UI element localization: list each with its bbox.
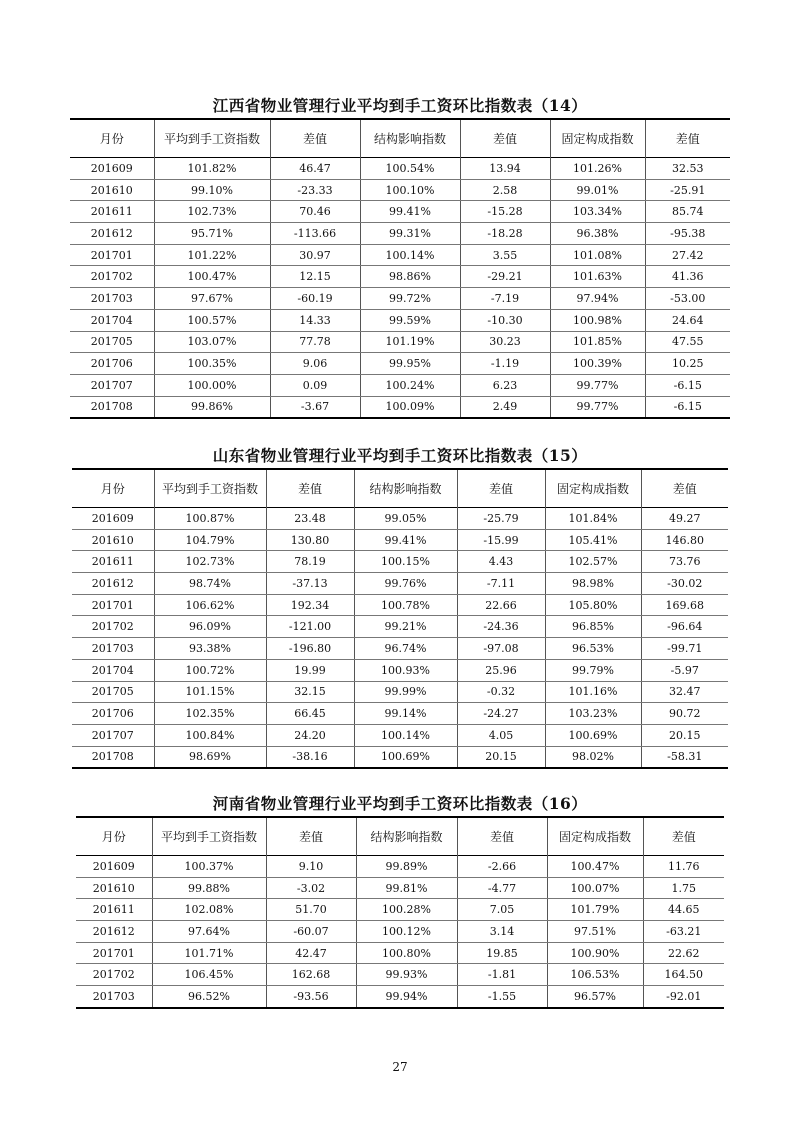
table-cell: -4.77 bbox=[457, 877, 547, 899]
table-cell: 99.93% bbox=[356, 964, 457, 986]
table-row bbox=[76, 921, 724, 943]
table-cell: 97.51% bbox=[547, 921, 643, 943]
table-cell: 99.41% bbox=[360, 201, 460, 223]
table-cell: 97.94% bbox=[550, 288, 645, 310]
table-row bbox=[70, 179, 730, 201]
table-cell: 70.46 bbox=[270, 201, 360, 223]
table-cell: 201610 bbox=[76, 877, 152, 899]
table-cell: 101.85% bbox=[550, 331, 645, 353]
table-row bbox=[70, 266, 730, 288]
table-cell: 4.05 bbox=[457, 724, 545, 746]
column-header: 结构影响指数 bbox=[360, 119, 460, 158]
table-row bbox=[72, 616, 728, 638]
table-cell: 201701 bbox=[76, 942, 152, 964]
table-title: 山东省物业管理行业平均到手工资环比指数表（15） bbox=[212, 446, 588, 465]
table-cell: 100.47% bbox=[154, 266, 270, 288]
table-cell: 201707 bbox=[70, 374, 154, 396]
table-section bbox=[70, 94, 730, 419]
table-cell: 96.57% bbox=[547, 986, 643, 1008]
table-cell: 100.00% bbox=[154, 374, 270, 396]
table-cell: 99.95% bbox=[360, 353, 460, 375]
table-cell: 99.94% bbox=[356, 986, 457, 1008]
table-cell: -60.19 bbox=[270, 288, 360, 310]
table-cell: 101.08% bbox=[550, 244, 645, 266]
table-cell: 100.90% bbox=[547, 942, 643, 964]
table-cell: 93.38% bbox=[154, 638, 266, 660]
data-table bbox=[76, 816, 724, 1009]
table-row bbox=[72, 529, 728, 551]
table-title: 河南省物业管理行业平均到手工资环比指数表（16） bbox=[212, 794, 588, 813]
table-cell: -29.21 bbox=[460, 266, 550, 288]
table-cell: -113.66 bbox=[270, 223, 360, 245]
table-cell: 201609 bbox=[70, 158, 154, 180]
table-cell: 1.75 bbox=[643, 877, 724, 899]
table-cell: 102.57% bbox=[545, 551, 641, 573]
table-cell: 169.68 bbox=[641, 594, 728, 616]
table-cell: 0.09 bbox=[270, 374, 360, 396]
table-cell: 99.01% bbox=[550, 179, 645, 201]
table-cell: 98.74% bbox=[154, 573, 266, 595]
table-title: 江西省物业管理行业平均到手工资环比指数表（14） bbox=[212, 96, 588, 115]
table-row bbox=[72, 551, 728, 573]
table-cell: 97.67% bbox=[154, 288, 270, 310]
table-cell: 100.72% bbox=[154, 659, 266, 681]
table-cell: 99.14% bbox=[354, 703, 457, 725]
table-cell: 100.14% bbox=[354, 724, 457, 746]
table-cell: 102.73% bbox=[154, 551, 266, 573]
table-cell: 100.10% bbox=[360, 179, 460, 201]
table-row bbox=[72, 681, 728, 703]
column-header: 平均到手工资指数 bbox=[152, 817, 266, 856]
table-cell: -99.71 bbox=[641, 638, 728, 660]
table-cell: -96.64 bbox=[641, 616, 728, 638]
table-cell: -25.79 bbox=[457, 508, 545, 530]
table-cell: 99.31% bbox=[360, 223, 460, 245]
table-cell: 100.39% bbox=[550, 353, 645, 375]
column-header: 固定构成指数 bbox=[547, 817, 643, 856]
column-header: 差值 bbox=[641, 469, 728, 508]
table-cell: -7.11 bbox=[457, 573, 545, 595]
table-cell: 19.99 bbox=[266, 659, 354, 681]
table-row bbox=[72, 508, 728, 530]
table-cell: 30.97 bbox=[270, 244, 360, 266]
table-cell: 201611 bbox=[70, 201, 154, 223]
table-cell: 201610 bbox=[70, 179, 154, 201]
table-row bbox=[76, 964, 724, 986]
table-cell: 90.72 bbox=[641, 703, 728, 725]
table-cell: -63.21 bbox=[643, 921, 724, 943]
column-header: 差值 bbox=[645, 119, 730, 158]
table-cell: 101.15% bbox=[154, 681, 266, 703]
table-cell: 20.15 bbox=[457, 746, 545, 768]
table-cell: 146.80 bbox=[641, 529, 728, 551]
column-header: 结构影响指数 bbox=[356, 817, 457, 856]
table-cell: 96.74% bbox=[354, 638, 457, 660]
column-header: 结构影响指数 bbox=[354, 469, 457, 508]
table-cell: 13.94 bbox=[460, 158, 550, 180]
column-header: 差值 bbox=[266, 817, 356, 856]
table-cell: 100.24% bbox=[360, 374, 460, 396]
table-cell: 24.20 bbox=[266, 724, 354, 746]
table-row bbox=[70, 201, 730, 223]
table-cell: -24.27 bbox=[457, 703, 545, 725]
table-row bbox=[70, 396, 730, 418]
table-row bbox=[72, 703, 728, 725]
table-cell: 99.21% bbox=[354, 616, 457, 638]
page-number: 27 bbox=[392, 1060, 408, 1074]
table-cell: 77.78 bbox=[270, 331, 360, 353]
table-cell: 201708 bbox=[70, 396, 154, 418]
table-row bbox=[76, 942, 724, 964]
column-header: 固定构成指数 bbox=[545, 469, 641, 508]
table-cell: -30.02 bbox=[641, 573, 728, 595]
table-cell: 99.10% bbox=[154, 179, 270, 201]
table-cell: 97.64% bbox=[152, 921, 266, 943]
table-cell: 164.50 bbox=[643, 964, 724, 986]
table-cell: 98.02% bbox=[545, 746, 641, 768]
table-cell: 98.86% bbox=[360, 266, 460, 288]
column-header: 月份 bbox=[100, 482, 125, 496]
table-cell: -37.13 bbox=[266, 573, 354, 595]
table-cell: 101.26% bbox=[550, 158, 645, 180]
table-cell: 106.53% bbox=[547, 964, 643, 986]
column-header: 平均到手工资指数 bbox=[154, 469, 266, 508]
table-cell: 201609 bbox=[72, 508, 154, 530]
column-header: 平均到手工资指数 bbox=[154, 119, 270, 158]
table-cell: 100.69% bbox=[545, 724, 641, 746]
table-cell: 201612 bbox=[70, 223, 154, 245]
header-row bbox=[76, 817, 724, 856]
table-cell: 99.41% bbox=[354, 529, 457, 551]
table-cell: 10.25 bbox=[645, 353, 730, 375]
table-cell: 103.34% bbox=[550, 201, 645, 223]
table-cell: 2.49 bbox=[460, 396, 550, 418]
table-cell: -121.00 bbox=[266, 616, 354, 638]
table-cell: -3.02 bbox=[266, 877, 356, 899]
table-cell: 106.45% bbox=[152, 964, 266, 986]
table-cell: 66.45 bbox=[266, 703, 354, 725]
table-cell: -6.15 bbox=[645, 396, 730, 418]
table-cell: 104.79% bbox=[154, 529, 266, 551]
table-cell: 6.23 bbox=[460, 374, 550, 396]
table-cell: 12.15 bbox=[270, 266, 360, 288]
table-cell: 102.08% bbox=[152, 899, 266, 921]
header-row bbox=[70, 119, 730, 158]
table-cell: 32.53 bbox=[645, 158, 730, 180]
table-cell: 14.33 bbox=[270, 309, 360, 331]
table-cell: 100.28% bbox=[356, 899, 457, 921]
table-cell: 32.47 bbox=[641, 681, 728, 703]
column-header: 差值 bbox=[270, 119, 360, 158]
table-row bbox=[70, 331, 730, 353]
table-cell: 101.71% bbox=[152, 942, 266, 964]
table-cell: -25.91 bbox=[645, 179, 730, 201]
table-cell: 85.74 bbox=[645, 201, 730, 223]
table-cell: 25.96 bbox=[457, 659, 545, 681]
table-cell: -6.15 bbox=[645, 374, 730, 396]
table-cell: 102.35% bbox=[154, 703, 266, 725]
table-cell: 96.09% bbox=[154, 616, 266, 638]
table-row bbox=[72, 594, 728, 616]
table-cell: -15.28 bbox=[460, 201, 550, 223]
table-cell: 100.69% bbox=[354, 746, 457, 768]
table-cell: 100.98% bbox=[550, 309, 645, 331]
table-cell: 96.53% bbox=[545, 638, 641, 660]
table-row bbox=[70, 374, 730, 396]
table-cell: 100.35% bbox=[154, 353, 270, 375]
table-cell: -60.07 bbox=[266, 921, 356, 943]
table-cell: 30.23 bbox=[460, 331, 550, 353]
table-cell: 99.77% bbox=[550, 396, 645, 418]
table-cell: 103.07% bbox=[154, 331, 270, 353]
table-row bbox=[70, 223, 730, 245]
table-cell: 101.22% bbox=[154, 244, 270, 266]
column-header: 差值 bbox=[266, 469, 354, 508]
table-cell: 100.47% bbox=[547, 856, 643, 878]
table-cell: 32.15 bbox=[266, 681, 354, 703]
table-cell: 99.79% bbox=[545, 659, 641, 681]
table-cell: 201702 bbox=[72, 616, 154, 638]
column-header: 固定构成指数 bbox=[550, 119, 645, 158]
table-cell: 201705 bbox=[72, 681, 154, 703]
table-cell: -7.19 bbox=[460, 288, 550, 310]
table-section bbox=[72, 444, 728, 769]
table-row bbox=[72, 746, 728, 768]
table-cell: 99.99% bbox=[354, 681, 457, 703]
table-cell: -95.38 bbox=[645, 223, 730, 245]
column-header: 月份 bbox=[101, 830, 126, 844]
table-cell: 100.37% bbox=[152, 856, 266, 878]
table-cell: 201612 bbox=[76, 921, 152, 943]
table-cell: 99.86% bbox=[154, 396, 270, 418]
table-row bbox=[70, 353, 730, 375]
table-cell: 101.19% bbox=[360, 331, 460, 353]
column-header: 差值 bbox=[457, 469, 545, 508]
table-cell: -10.30 bbox=[460, 309, 550, 331]
table-row bbox=[70, 309, 730, 331]
table-cell: 105.41% bbox=[545, 529, 641, 551]
table-cell: 78.19 bbox=[266, 551, 354, 573]
table-cell: 201704 bbox=[72, 659, 154, 681]
table-cell: 95.71% bbox=[154, 223, 270, 245]
table-cell: 3.14 bbox=[457, 921, 547, 943]
table-cell: 46.47 bbox=[270, 158, 360, 180]
table-cell: 100.09% bbox=[360, 396, 460, 418]
table-cell: 100.80% bbox=[356, 942, 457, 964]
column-header: 差值 bbox=[460, 119, 550, 158]
table-cell: 41.36 bbox=[645, 266, 730, 288]
table-row bbox=[76, 986, 724, 1008]
table-cell: -15.99 bbox=[457, 529, 545, 551]
table-cell: 23.48 bbox=[266, 508, 354, 530]
table-cell: 201703 bbox=[76, 986, 152, 1008]
table-cell: 101.82% bbox=[154, 158, 270, 180]
table-cell: -23.33 bbox=[270, 179, 360, 201]
table-cell: 99.89% bbox=[356, 856, 457, 878]
header-row bbox=[72, 469, 728, 508]
table-cell: 201611 bbox=[72, 551, 154, 573]
table-cell: 2.58 bbox=[460, 179, 550, 201]
table-cell: 49.27 bbox=[641, 508, 728, 530]
table-cell: 51.70 bbox=[266, 899, 356, 921]
table-cell: 96.38% bbox=[550, 223, 645, 245]
table-cell: 4.43 bbox=[457, 551, 545, 573]
table-cell: 100.57% bbox=[154, 309, 270, 331]
table-row bbox=[70, 288, 730, 310]
table-cell: -53.00 bbox=[645, 288, 730, 310]
column-header: 差值 bbox=[457, 817, 547, 856]
table-cell: 99.72% bbox=[360, 288, 460, 310]
table-cell: 201705 bbox=[70, 331, 154, 353]
table-cell: 24.64 bbox=[645, 309, 730, 331]
table-cell: 103.23% bbox=[545, 703, 641, 725]
table-row bbox=[70, 158, 730, 180]
table-cell: 100.07% bbox=[547, 877, 643, 899]
table-cell: -18.28 bbox=[460, 223, 550, 245]
table-cell: 9.10 bbox=[266, 856, 356, 878]
table-cell: 101.63% bbox=[550, 266, 645, 288]
table-cell: -93.56 bbox=[266, 986, 356, 1008]
table-cell: -92.01 bbox=[643, 986, 724, 1008]
table-cell: 100.84% bbox=[154, 724, 266, 746]
column-header: 差值 bbox=[643, 817, 724, 856]
table-cell: 192.34 bbox=[266, 594, 354, 616]
table-cell: 101.84% bbox=[545, 508, 641, 530]
table-cell: 201708 bbox=[72, 746, 154, 768]
table-cell: 162.68 bbox=[266, 964, 356, 986]
table-row bbox=[72, 724, 728, 746]
table-cell: 201610 bbox=[72, 529, 154, 551]
table-cell: 19.85 bbox=[457, 942, 547, 964]
table-cell: -3.67 bbox=[270, 396, 360, 418]
table-cell: 101.16% bbox=[545, 681, 641, 703]
table-cell: 99.76% bbox=[354, 573, 457, 595]
table-cell: -1.19 bbox=[460, 353, 550, 375]
table-cell: 201701 bbox=[70, 244, 154, 266]
table-cell: -38.16 bbox=[266, 746, 354, 768]
table-cell: 101.79% bbox=[547, 899, 643, 921]
table-cell: 201706 bbox=[70, 353, 154, 375]
table-cell: 100.15% bbox=[354, 551, 457, 573]
table-cell: -24.36 bbox=[457, 616, 545, 638]
table-cell: 201702 bbox=[76, 964, 152, 986]
table-cell: 96.85% bbox=[545, 616, 641, 638]
table-cell: 201703 bbox=[72, 638, 154, 660]
table-cell: 27.42 bbox=[645, 244, 730, 266]
table-cell: 201703 bbox=[70, 288, 154, 310]
table-cell: 99.05% bbox=[354, 508, 457, 530]
table-cell: -5.97 bbox=[641, 659, 728, 681]
table-cell: 42.47 bbox=[266, 942, 356, 964]
table-cell: 130.80 bbox=[266, 529, 354, 551]
table-row bbox=[72, 659, 728, 681]
table-cell: 22.66 bbox=[457, 594, 545, 616]
table-row bbox=[76, 899, 724, 921]
table-cell: 98.98% bbox=[545, 573, 641, 595]
table-cell: -2.66 bbox=[457, 856, 547, 878]
table-cell: 102.73% bbox=[154, 201, 270, 223]
table-cell: 106.62% bbox=[154, 594, 266, 616]
table-cell: 201702 bbox=[70, 266, 154, 288]
table-cell: 22.62 bbox=[643, 942, 724, 964]
table-cell: -196.80 bbox=[266, 638, 354, 660]
table-cell: 11.76 bbox=[643, 856, 724, 878]
table-cell: 100.93% bbox=[354, 659, 457, 681]
table-cell: -97.08 bbox=[457, 638, 545, 660]
table-row bbox=[72, 638, 728, 660]
table-cell: -1.55 bbox=[457, 986, 547, 1008]
table-cell: 99.81% bbox=[356, 877, 457, 899]
column-header: 月份 bbox=[99, 132, 124, 146]
table-section bbox=[76, 792, 724, 1009]
table-row bbox=[70, 244, 730, 266]
data-table bbox=[72, 468, 728, 769]
table-cell: 201701 bbox=[72, 594, 154, 616]
table-cell: 47.55 bbox=[645, 331, 730, 353]
table-cell: 96.52% bbox=[152, 986, 266, 1008]
table-cell: 201612 bbox=[72, 573, 154, 595]
table-cell: 100.78% bbox=[354, 594, 457, 616]
table-cell: 44.65 bbox=[643, 899, 724, 921]
table-cell: 99.77% bbox=[550, 374, 645, 396]
table-cell: 98.69% bbox=[154, 746, 266, 768]
table-cell: -1.81 bbox=[457, 964, 547, 986]
data-table bbox=[70, 118, 730, 419]
table-cell: 100.87% bbox=[154, 508, 266, 530]
table-cell: 201707 bbox=[72, 724, 154, 746]
table-row bbox=[72, 573, 728, 595]
table-cell: 201704 bbox=[70, 309, 154, 331]
table-cell: 7.05 bbox=[457, 899, 547, 921]
table-row bbox=[76, 877, 724, 899]
table-cell: 73.76 bbox=[641, 551, 728, 573]
table-cell: 99.88% bbox=[152, 877, 266, 899]
table-cell: 201706 bbox=[72, 703, 154, 725]
table-cell: 3.55 bbox=[460, 244, 550, 266]
table-cell: 100.12% bbox=[356, 921, 457, 943]
table-cell: 201609 bbox=[76, 856, 152, 878]
table-row bbox=[76, 856, 724, 878]
table-cell: 105.80% bbox=[545, 594, 641, 616]
table-cell: 100.14% bbox=[360, 244, 460, 266]
table-cell: 9.06 bbox=[270, 353, 360, 375]
table-cell: 20.15 bbox=[641, 724, 728, 746]
table-cell: -0.32 bbox=[457, 681, 545, 703]
table-cell: 100.54% bbox=[360, 158, 460, 180]
table-cell: 99.59% bbox=[360, 309, 460, 331]
table-cell: 201611 bbox=[76, 899, 152, 921]
table-cell: -58.31 bbox=[641, 746, 728, 768]
